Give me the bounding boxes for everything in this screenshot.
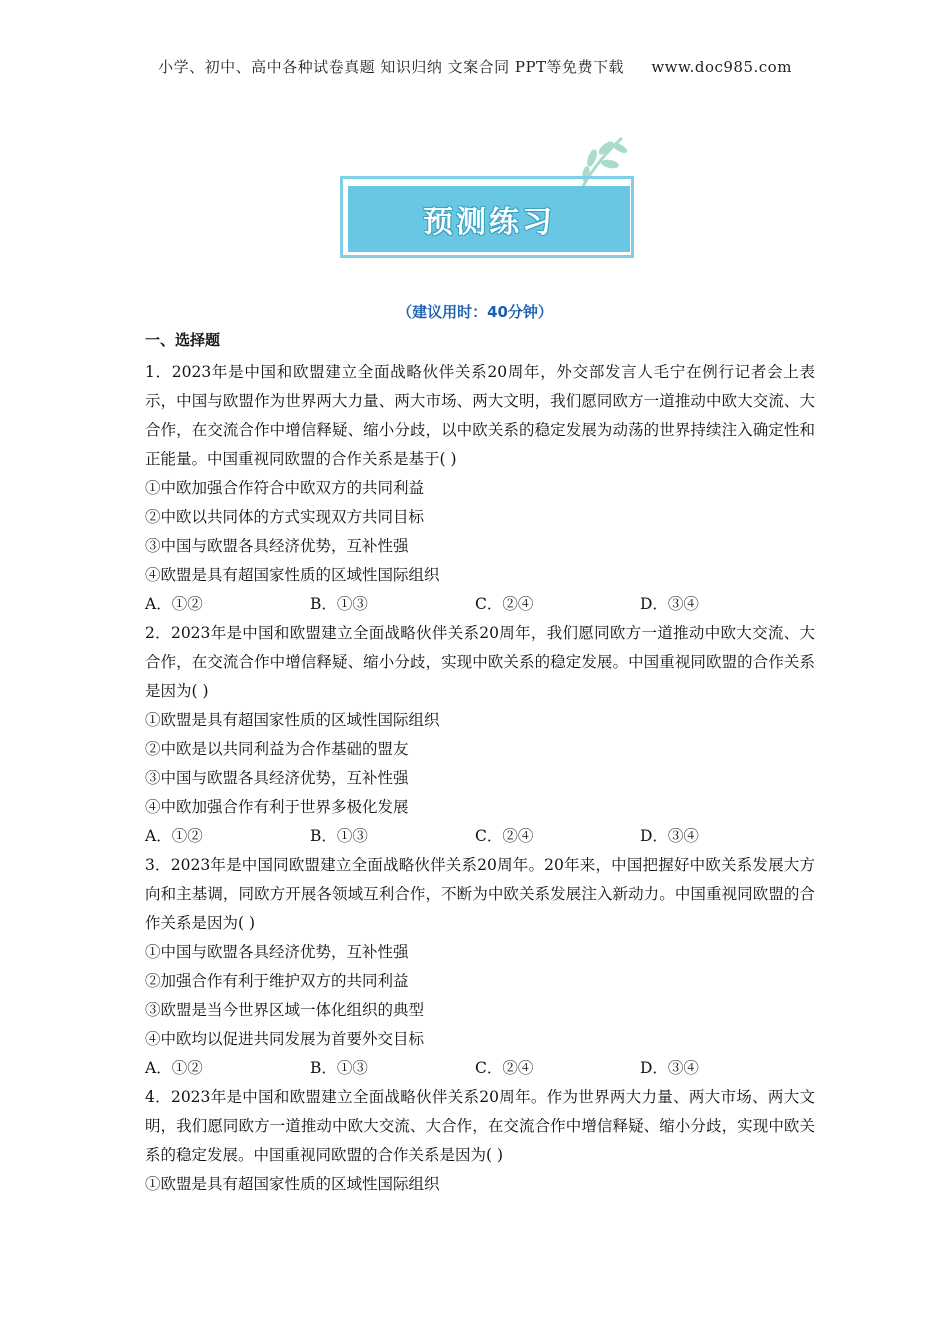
statement-option: ①欧盟是具有超国家性质的区域性国际组织 xyxy=(145,711,440,729)
statement-option: ②加强合作有利于维护双方的共同利益 xyxy=(145,972,409,990)
question-1 xyxy=(145,358,815,619)
statement-option: ③欧盟是当今世界区域一体化组织的典型 xyxy=(145,1001,425,1019)
time-hint: （建议用时：40分钟） xyxy=(397,303,553,321)
statement-option: ①中欧加强合作符合中欧双方的共同利益 xyxy=(145,479,425,497)
question-stem: 4．2023年是中国和欧盟建立全面战略伙伴关系20周年。作为世界两大力量、两大市场、两大文明，我们愿同欧方一道推动中欧大交流、大合作，在交流合作中增信释疑、缩小分歧，实现中欧关系的稳定发展。中国重视同欧盟的合作关系是因为( ) xyxy=(145,1088,815,1164)
statement-option: ②中欧是以共同利益为合作基础的盟友 xyxy=(145,740,409,758)
section-banner xyxy=(334,134,642,264)
statement-option: ①欧盟是具有超国家性质的区域性国际组织 xyxy=(145,1175,440,1193)
choice-d: D．③④ xyxy=(640,595,699,613)
choice-a: A．①② xyxy=(145,595,203,613)
question-stem: 2．2023年是中国和欧盟建立全面战略伙伴关系20周年，我们愿同欧方一道推动中欧大交流、大合作，在交流合作中增信释疑、缩小分歧，实现中欧关系的稳定发展。中国重视同欧盟的合作关系是因为( ) xyxy=(145,624,815,700)
header-url: www.doc985.com xyxy=(651,58,792,76)
choice-a: A．①② xyxy=(145,1059,203,1077)
statement-option: ④中欧均以促进共同发展为首要外交目标 xyxy=(145,1030,425,1048)
choice-c: C．②④ xyxy=(475,1059,534,1077)
answer-choices xyxy=(145,590,815,619)
statement-option: ③中国与欧盟各具经济优势，互补性强 xyxy=(145,537,409,555)
answer-choices xyxy=(145,1054,815,1083)
banner-title: 预测练习 xyxy=(423,205,555,240)
question-4 xyxy=(145,1083,815,1199)
choice-b: B．①③ xyxy=(310,1059,368,1077)
choice-c: C．②④ xyxy=(475,827,534,845)
statement-option: ③中国与欧盟各具经济优势，互补性强 xyxy=(145,769,409,787)
page-header xyxy=(0,56,950,77)
question-2 xyxy=(145,619,815,851)
choice-d: D．③④ xyxy=(640,827,699,845)
statement-option: ①中国与欧盟各具经济优势，互补性强 xyxy=(145,943,409,961)
banner-box xyxy=(348,186,630,252)
statement-option: ④中欧加强合作有利于世界多极化发展 xyxy=(145,798,409,816)
header-text: 小学、初中、高中各种试卷真题 知识归纳 文案合同 PPT等免费下载 xyxy=(158,58,625,76)
question-3 xyxy=(145,851,815,1083)
choice-b: B．①③ xyxy=(310,827,368,845)
question-list xyxy=(145,330,815,1199)
choice-b: B．①③ xyxy=(310,595,368,613)
section-title: 一、选择题 xyxy=(145,331,221,349)
statement-option: ②中欧以共同体的方式实现双方共同目标 xyxy=(145,508,425,526)
question-stem: 3．2023年是中国同欧盟建立全面战略伙伴关系20周年。20年来，中国把握好中欧关系发展大方向和主基调，同欧方开展各领域互利合作，不断为中欧关系发展注入新动力。中国重视同欧盟的合作关系是因为( ) xyxy=(145,856,815,932)
answer-choices xyxy=(145,822,815,851)
choice-a: A．①② xyxy=(145,827,203,845)
statement-option: ④欧盟是具有超国家性质的区域性国际组织 xyxy=(145,566,440,584)
choice-d: D．③④ xyxy=(640,1059,699,1077)
question-stem: 1．2023年是中国和欧盟建立全面战略伙伴关系20周年，外交部发言人毛宁在例行记者会上表示，中国与欧盟作为世界两大力量、两大市场、两大文明，我们愿同欧方一道推动中欧大交流、大合作，在交流合作中增信释疑、缩小分歧，以中欧关系的稳定发展为动荡的世界持续注入确定性和正能量。中国重视同欧盟的合作关系是基于( ) xyxy=(145,363,815,468)
choice-c: C．②④ xyxy=(475,595,534,613)
